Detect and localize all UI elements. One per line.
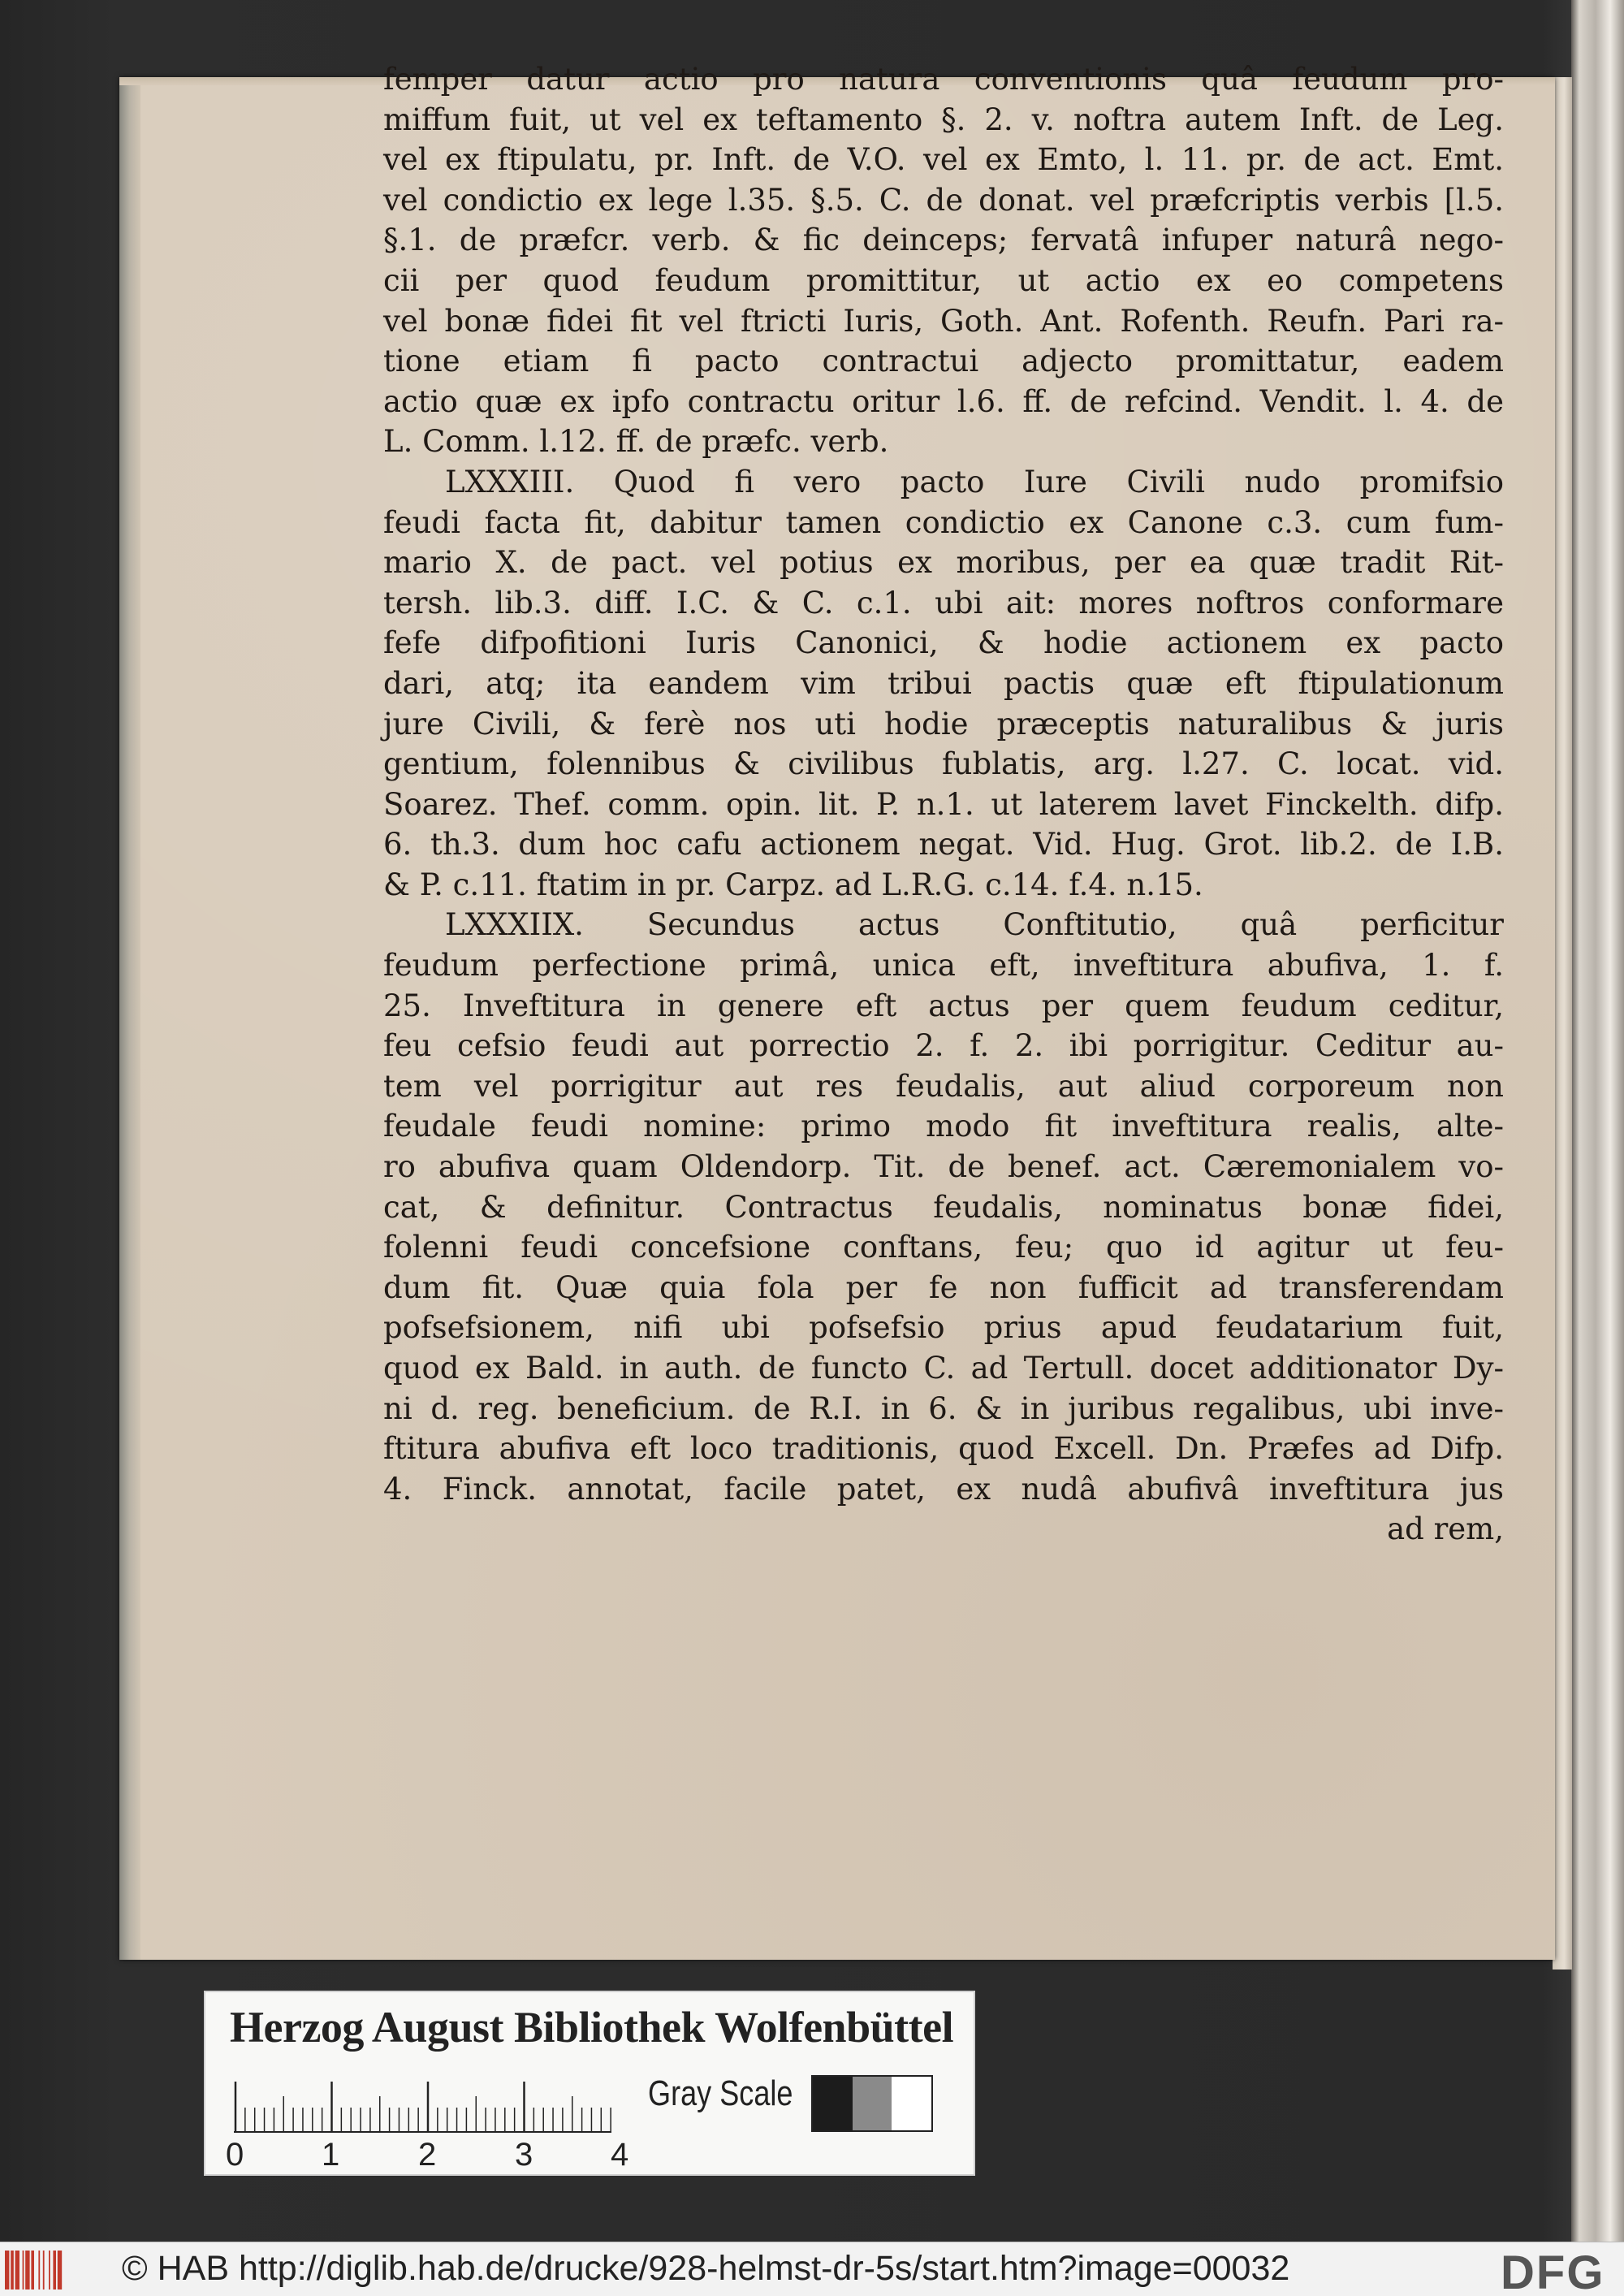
text-line: folenni feudi concefsione conftans, feu; quo id agitur ut feu-: [383, 1230, 1504, 1265]
gray-patch-mid: [853, 2077, 892, 2130]
ruler-label: 3: [515, 2137, 533, 2173]
text-line: quod ex Bald. in auth. de functo C. ad Tertull. docet additionator Dy-: [383, 1351, 1504, 1386]
gray-patch-dark: [813, 2077, 853, 2130]
text-line: pofsefsionem, nifi ubi pofsefsio prius apud feudatarium fuit,: [383, 1310, 1504, 1346]
text-line: tersh. lib.3. diff. I.C. & C. c.1. ubi ait: mores noftros conformare: [383, 585, 1504, 620]
text-line: gentium, folennibus & civilibus fublatis, arg. l.27. C. locat. vid.: [383, 746, 1504, 782]
barcode-bar: [11, 2251, 14, 2290]
text-line: miffum fuit, ut vel ex teftamento §. 2. v. noftra autem Inft. de Leg.: [383, 102, 1504, 137]
dfg-logo: DFG: [1501, 2246, 1605, 2296]
text-line: L. Comm. l.12. ff. de præfc. verb.: [383, 424, 889, 460]
text-line: fefe difpofitioni Iuris Canonici, & hodie actionem ex pacto: [383, 625, 1504, 661]
text-line: 25. Inveftitura in genere eft actus per quem feudum ceditur,: [383, 988, 1504, 1023]
text-line: ni d. reg. beneficium. de R.I. in 6. & in juribus regalibus, ubi inve-: [383, 1390, 1504, 1426]
page-gutter: [119, 77, 140, 1960]
neighbor-page-edge: [1571, 0, 1624, 2242]
barcode-bar: [31, 2251, 34, 2290]
text-line: 6. th.3. dum hoc cafu actionem negat. Vid. Hug. Grot. lib.2. de I.B.: [383, 827, 1504, 863]
text-line: Soarez. Thef. comm. opin. lit. P. n.1. ut laterem lavet Finckelth. difp.: [383, 786, 1504, 822]
ruler-label: 1: [322, 2137, 340, 2173]
library-name: Herzog August Bibliothek Wolfenbüttel: [230, 2003, 954, 2052]
section-heading-line: LXXXIIX. Secundus actus Conftitutio, quâ perficitur: [445, 907, 1504, 943]
barcode-bar: [53, 2251, 56, 2290]
barcode-bar: [25, 2251, 29, 2290]
barcode-bar: [58, 2251, 62, 2290]
text-line: & P. c.11. ftatim in pr. Carpz. ad L.R.G. c.14. f.4. n.15.: [383, 867, 1203, 902]
viewer-footer: [0, 2242, 1624, 2296]
text-line: dari, atq; ita eandem vim tribui pactis quæ eft ftipulationum: [383, 665, 1504, 701]
text-line: feudum perfectione primâ, unica eft, inveftitura abufiva, 1. f.: [383, 948, 1504, 984]
text-line: vel bonæ fidei fit vel ftricti Iuris, Goth. Ant. Rofenth. Reufn. Pari ra-: [383, 303, 1504, 339]
ruler-label: 2: [418, 2137, 437, 2173]
color-calibration-card: [204, 1991, 975, 2176]
ruler-label: 0: [226, 2137, 244, 2173]
scale-ruler: [234, 2073, 615, 2138]
grayscale-label: Gray Scale: [648, 2073, 793, 2113]
gray-patch-light: [892, 2077, 931, 2130]
text-line: vel condictio ex lege l.35. §.5. C. de donat. vel præfcriptis verbis [l.5.: [383, 182, 1504, 218]
text-line: ro abufiva quam Oldendorp. Tit. de benef. act. Cæremonialem vo-: [383, 1149, 1504, 1185]
barcode-icon: [5, 2251, 67, 2290]
page-fore-edge: [1553, 77, 1572, 1970]
text-line: 4. Finck. annotat, facile patet, ex nudâ abufivâ inveftitura jus: [383, 1471, 1504, 1507]
text-line: dum fit. Quæ quia fola per fe non fufficit ad transferendam: [383, 1269, 1504, 1305]
text-line: cat, & definitur. Contractus feudalis, nominatus bonæ fidei,: [383, 1189, 1504, 1225]
text-line: feudale feudi nomine: primo modo fit inveftitura realis, alte-: [383, 1109, 1504, 1144]
text-line: feu cefsio feudi aut porrectio 2. f. 2. ibi porrigitur. Ceditur au-: [383, 1028, 1504, 1064]
text-line: mario X. de pact. vel potius ex moribus, per ea quæ tradit Rit-: [383, 545, 1504, 581]
barcode-bar: [49, 2251, 50, 2290]
text-line: femper datur actio pro natura conventionis quâ feudum pro-: [383, 62, 1504, 97]
text-line: actio quæ ex ipfo contractu oritur l.6. ff. de refcind. Vendit. l. 4. de: [383, 383, 1504, 419]
text-line: jure Civili, & ferè nos uti hodie præceptis naturalibus & juris: [383, 706, 1504, 742]
barcode-bar: [43, 2251, 45, 2290]
text-line: tione etiam fi pacto contractui adjecto promittatur, eadem: [383, 344, 1504, 379]
catchword: ad rem,: [1387, 1511, 1504, 1547]
text-line: tem vel porrigitur aut res feudalis, aut aliud corporeum non: [383, 1068, 1504, 1104]
text-line: vel ex ftipulatu, pr. Inft. de V.O. vel ex Emto, l. 11. pr. de act. Emt.: [383, 142, 1504, 178]
text-line: feudi facta fit, dabitur tamen condictio ex Canone c.3. cum fum-: [383, 504, 1504, 540]
barcode-bar: [23, 2251, 24, 2290]
ruler-label: 4: [611, 2137, 629, 2173]
barcode-bar: [38, 2251, 40, 2290]
page-text-block: [383, 59, 1504, 1550]
section-heading-line: LXXXIII. Quod fi vero pacto Iure Civili nudo promifsio: [445, 464, 1504, 499]
text-line: ftitura abufiva eft loco traditionis, quod Excell. Dn. Præfes ad Difp.: [383, 1431, 1504, 1467]
text-line: cii per quod feudum promittitur, ut actio ex eo competens: [383, 262, 1504, 298]
barcode-bar: [15, 2251, 19, 2290]
grayscale-strip: [811, 2075, 933, 2132]
barcode-bar: [5, 2251, 9, 2290]
text-line: §.1. de præfcr. verb. & fic deinceps; fervatâ infuper naturâ nego-: [383, 223, 1504, 258]
copyright-url[interactable]: © HAB http://diglib.hab.de/drucke/928-helmst-dr-5s/start.htm?image=00032: [122, 2249, 1290, 2288]
